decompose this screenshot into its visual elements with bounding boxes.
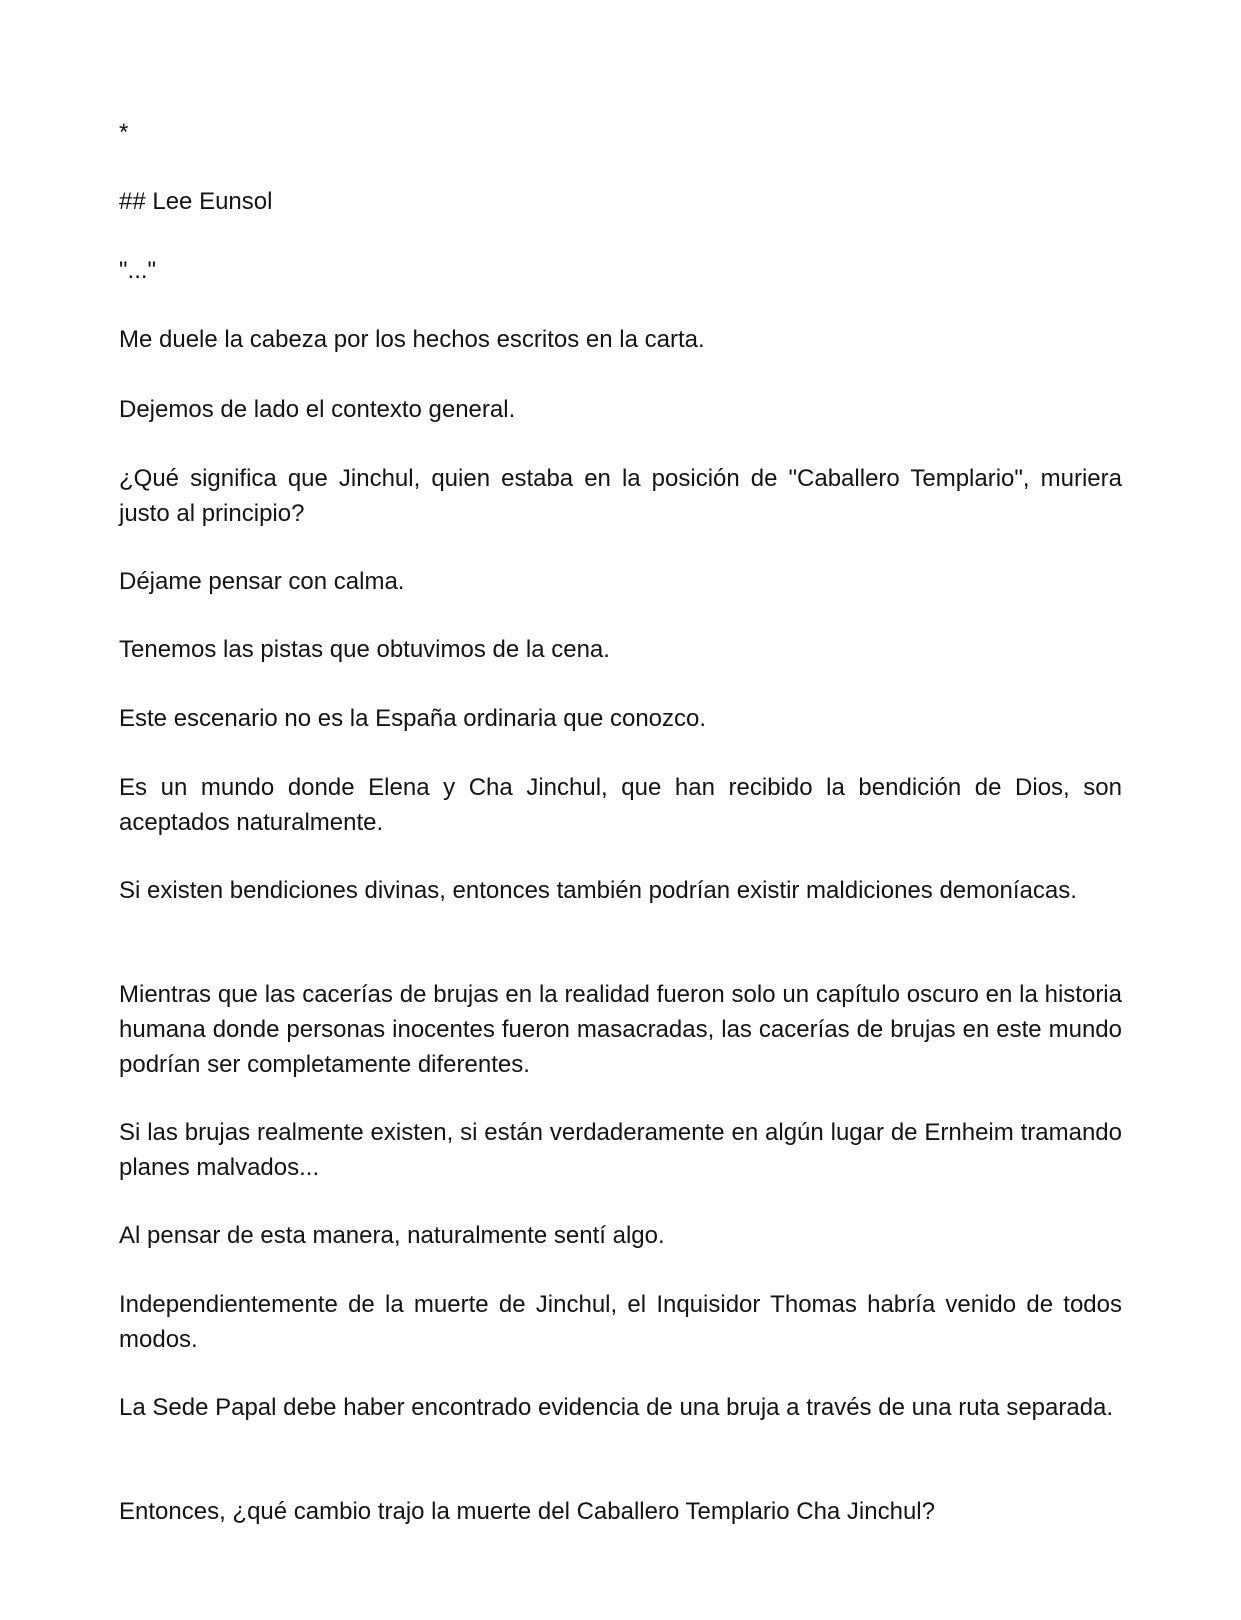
paragraph: Si las brujas realmente existen, si están verdaderamente en algún lugar de Ernheim tramando planes malvados... [119,1119,1122,1181]
paragraph: Si existen bendiciones divinas, entonces también podrían existir maldiciones demoníacas. [119,877,1077,904]
paragraph: Al pensar de esta manera, naturalmente sentí algo. [119,1222,665,1249]
scene-separator: * [119,119,129,146]
paragraph: "..." [119,257,157,284]
paragraph: Este escenario no es la España ordinaria que conozco. [119,705,707,732]
paragraph: ¿Qué significa que Jinchul, quien estaba en la posición de "Caballero Templario", muriera justo al principio? [119,465,1122,527]
paragraph: Mientras que las cacerías de brujas en la realidad fueron solo un capítulo oscuro en la historia humana donde personas inocentes fueron masacradas, las cacerías de brujas en este mundo podrían ser completamente diferentes. [119,981,1122,1078]
paragraph: Tenemos las pistas que obtuvimos de la cena. [119,636,610,663]
paragraph: Déjame pensar con calma. [119,568,405,595]
paragraph: Independientemente de la muerte de Jinchul, el Inquisidor Thomas habría venido de todos modos. [119,1291,1122,1353]
paragraph: Es un mundo donde Elena y Cha Jinchul, que han recibido la bendición de Dios, son aceptados naturalmente. [119,774,1122,836]
paragraph: Dejemos de lado el contexto general. [119,396,516,423]
section-heading: ## Lee Eunsol [119,188,273,215]
paragraph: Me duele la cabeza por los hechos escritos en la carta. [119,326,705,353]
paragraph: La Sede Papal debe haber encontrado evidencia de una bruja a través de una ruta separada. [119,1394,1114,1421]
paragraph: Entonces, ¿qué cambio trajo la muerte del Caballero Templario Cha Jinchul? [119,1498,935,1525]
